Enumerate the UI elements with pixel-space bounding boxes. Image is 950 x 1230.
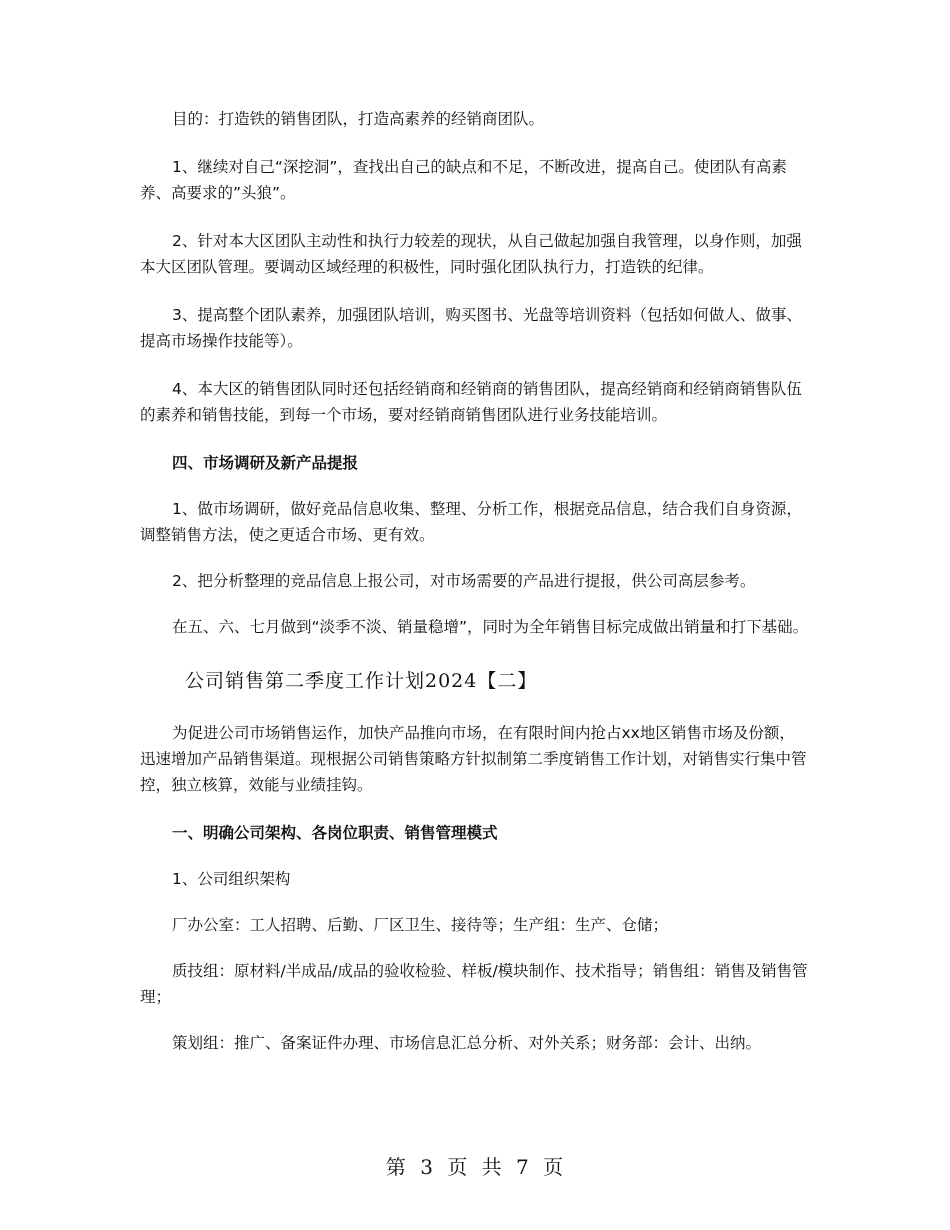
document-body: [140, 106, 810, 1056]
paragraph-item-1: 1、继续对自己“深挖洞”，查找出自己的缺点和不足，不断改进，提高自己。使团队有高素养、高要求的”头狼”。: [140, 158, 787, 202]
paragraph-research-2: 2、把分析整理的竞品信息上报公司，对市场需要的产品进行提报，供公司高层参考。: [172, 572, 756, 590]
paragraph-quality: 质技组：原材料/半成品/成品的验收检验、样板/模块制作、技术指导；销售组：销售及销售管理；: [140, 962, 808, 1006]
paragraph-purpose: 目的：打造铁的销售团队，打造高素养的经销商团队。: [172, 110, 545, 128]
paragraph-planning: 策划组：推广、备案证件办理、市场信息汇总分析、对外关系；财务部：会计、出纳。: [172, 1034, 762, 1052]
paragraph-intro: 为促进公司市场销售运作，加快产品推向市场，在有限时间内抢占xx地区销售市场及份额，迅速增加产品销售渠道。现根据公司销售策略方针拟制第二季度销售工作计划，对销售实行集中管控，独立核算，效能与业绩挂钩。: [140, 724, 807, 794]
section-heading-one: 一、明确公司架构、各岗位职责、销售管理模式: [172, 824, 498, 842]
paragraph-item-3: 3、提高整个团队素养，加强团队培训，购买图书、光盘等培训资料（包括如何做人、做事、提高市场操作技能等）。: [140, 306, 802, 350]
page-number-footer: 第 3 页 共 7 页: [385, 1155, 565, 1179]
paragraph-item-2: 2、针对本大区团队主动性和执行力较差的现状，从自己做起加强自我管理，以身作则，加强本大区团队管理。要调动区域经理的积极性，同时强化团队执行力，打造铁的纪律。: [140, 232, 802, 276]
paragraph-office: 厂办公室：工人招聘、后勤、厂区卫生、接待等；生产组：生产、仓储；: [172, 916, 669, 934]
document-section-title: 公司销售第二季度工作计划2024【二】: [185, 670, 538, 692]
paragraph-summary: 在五、六、七月做到“淡季不淡、销量稳增”，同时为全年销售目标完成做出销量和打下基础。: [172, 618, 809, 636]
paragraph-research-1: 1、做市场调研，做好竞品信息收集、整理、分析工作，根据竞品信息，结合我们自身资源，调整销售方法，使之更适合市场、更有效。: [140, 500, 802, 544]
section-heading-four: 四、市场调研及新产品提报: [172, 454, 359, 472]
paragraph-org-structure: 1、公司组织架构: [172, 870, 291, 888]
paragraph-item-4: 4、本大区的销售团队同时还包括经销商和经销商的销售团队，提高经销商和经销商销售队伍的素养和销售技能，到每一个市场，要对经销商销售团队进行业务技能培训。: [140, 380, 802, 424]
